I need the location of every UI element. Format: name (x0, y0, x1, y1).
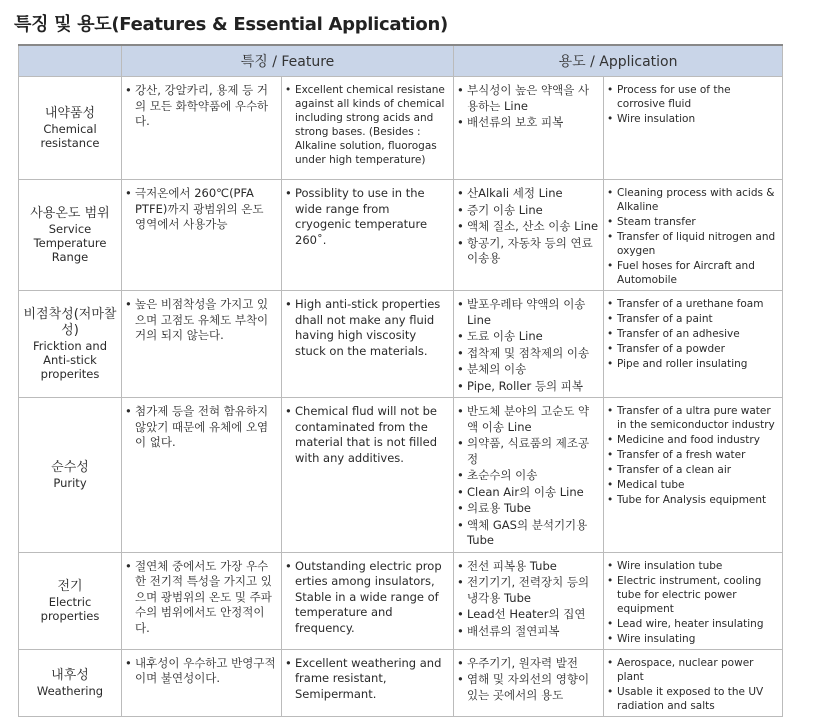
row-label (19, 77, 122, 180)
app-en-cell (604, 552, 783, 649)
table-row (19, 291, 783, 398)
label-ko: 비점착성(저마찰성) (23, 307, 117, 338)
app-ko-cell (454, 649, 604, 716)
list-item: • 부식성이 높은 약액을 사용하는 Line (467, 83, 599, 114)
app-ko-cell (454, 77, 604, 180)
list-item: • Medical tube (617, 478, 778, 492)
list-item: • 산Alkali 세정 Line (467, 186, 599, 202)
list-item: • 내후성이 우수하고 반영구적 이며 불연성이다. (135, 656, 277, 687)
app-ko-cell (454, 291, 604, 398)
list-item: • Transfer of a clean air (617, 463, 778, 477)
features-table (18, 44, 783, 717)
list-item: • 염해 및 자외선의 영향이 있는 곳에서의 용도 (467, 672, 599, 703)
list-item: • 우주기기, 원자력 발전 (467, 656, 599, 672)
header-blank (19, 45, 122, 77)
list-item: • High anti-stick properties dhall not make any fluid having high viscosity stuck on the materials. (295, 297, 449, 359)
list-item: • 극저온에서 260℃(PFA PTFE)까지 광범위의 온도 영역에서 사용가능 (135, 186, 277, 233)
list-item: • Chemical flud will not be contaminated from the material that is not filled with any additives. (295, 404, 449, 466)
list-item: • Tube for Analysis equipment (617, 493, 778, 507)
row-label (19, 649, 122, 716)
list-item: • 발포우레타 약액의 이송 Line (467, 297, 599, 328)
app-ko-cell (454, 552, 604, 649)
feature-en-cell (282, 291, 454, 398)
list-item: • Wire insulating (617, 632, 778, 646)
row-label (19, 552, 122, 649)
list-item: • 강산, 강알카리, 용제 등 거의 모든 화학약품에 우수하다. (135, 83, 277, 130)
table-row (19, 649, 783, 716)
feature-en-cell (282, 77, 454, 180)
list-item: • 액체 GAS의 분석기기용 Tube (467, 518, 599, 549)
list-item: • 첨가제 등을 전혀 함유하지 않았기 때문에 유체에 오염이 없다. (135, 404, 277, 451)
list-item: • Medicine and food industry (617, 433, 778, 447)
app-ko-cell (454, 180, 604, 291)
table-row (19, 552, 783, 649)
list-item: • Lead선 Heater의 집연 (467, 607, 599, 623)
app-en-cell (604, 398, 783, 553)
list-item: • 항공기, 자동차 등의 연료 이송용 (467, 236, 599, 267)
list-item: • Steam transfer (617, 215, 778, 229)
row-label (19, 291, 122, 398)
list-item: • Usable it exposed to the UV radiation and salts (617, 685, 778, 713)
list-item: • Transfer of a ultra pure water in the semiconductor industry (617, 404, 778, 432)
feature-en-cell (282, 398, 454, 553)
label-en: Fricktion and Anti-stick properites (32, 339, 107, 381)
feature-ko-cell (122, 552, 282, 649)
list-item: • 절연체 중에서도 가장 우수한 전기적 특성을 가지고 있으며 광범위의 온도 및 주파수의 범위에서도 안정적이다. (135, 559, 277, 637)
list-item: • 초순수의 이송 (467, 468, 599, 484)
feature-ko-cell (122, 398, 282, 553)
list-item: • Fuel hoses for Aircraft and Automobile (617, 259, 778, 287)
list-item: • Electric instrument, cooling tube for electric power equipment (617, 574, 778, 616)
list-item: • Transfer of a powder (617, 342, 778, 356)
list-item: • 분체의 이송 (467, 362, 599, 378)
list-item: • Transfer of an adhesive (617, 327, 778, 341)
label-ko: 내후성 (51, 667, 89, 683)
table-row (19, 180, 783, 291)
list-item: • Wire insulation tube (617, 559, 778, 573)
list-item: • Transfer of a fresh water (617, 448, 778, 462)
list-item: • Excellent chemical resistane against all kinds of chemical including strong acids and strong bases. (Besides : Alkaline solution, fluorogas under high temperature) (295, 83, 449, 167)
list-item: • 도료 이송 Line (467, 329, 599, 345)
list-item: • Wire insulation (617, 112, 778, 126)
app-ko-cell (454, 398, 604, 553)
list-item: • 반도체 분야의 고순도 약액 이송 Line (467, 404, 599, 435)
list-item: • Transfer of liquid nitrogen and oxygen (617, 230, 778, 258)
label-en: Service Temperature Range (33, 222, 107, 264)
list-item: • Pipe and roller insulating (617, 357, 778, 371)
label-en: Weathering (36, 683, 104, 698)
list-item: • Clean Air의 이송 Line (467, 485, 599, 501)
feature-en-cell (282, 649, 454, 716)
label-en: Purity (53, 475, 87, 490)
list-item: • Aerospace, nuclear power plant (617, 656, 778, 684)
list-item: • Cleaning process with acids & Alkaline (617, 186, 778, 214)
list-item: • 증기 이송 Line (467, 203, 599, 219)
list-item: • 전선 피복용 Tube (467, 559, 599, 575)
list-item: • Outstanding electric prop erties among insulators, Stable in a wide range of temperature and frequency. (295, 559, 449, 637)
label-ko: 순수성 (51, 459, 89, 475)
row-label (19, 398, 122, 553)
feature-ko-cell (122, 291, 282, 398)
row-label (19, 180, 122, 291)
list-item: • 액체 질소, 산소 이송 Line (467, 219, 599, 235)
list-item: • Pipe, Roller 등의 피복 (467, 379, 599, 395)
header-feature: 특징 / Feature (122, 45, 454, 77)
feature-ko-cell (122, 649, 282, 716)
app-en-cell (604, 77, 783, 180)
feature-en-cell (282, 180, 454, 291)
list-item: • 의약품, 식료품의 제조공정 (467, 436, 599, 467)
label-ko: 내약품성 (44, 106, 96, 121)
label-ko: 사용온도 범위 (30, 206, 110, 221)
list-item: • 의료용 Tube (467, 501, 599, 517)
list-item: • 접착제 및 점착제의 이송 (467, 346, 599, 362)
header-application: 용도 / Application (454, 45, 783, 77)
list-item: • 배선류의 절연피복 (467, 624, 599, 640)
app-en-cell (604, 291, 783, 398)
app-en-cell (604, 180, 783, 291)
list-item: • Possiblity to use in the wide range from cryogenic temperature 260˚. (295, 186, 449, 248)
list-item: • Lead wire, heater insulating (617, 617, 778, 631)
page-title: 특징 및 용도(Features & Essential Application) (14, 14, 448, 35)
label-ko: 전기 (57, 578, 83, 594)
list-item: • Excellent weathering and frame resistant, Semipermant. (295, 656, 449, 703)
table-header-row (19, 45, 783, 77)
label-en: Electric properties (40, 594, 100, 623)
app-en-cell (604, 649, 783, 716)
feature-ko-cell (122, 180, 282, 291)
table-row (19, 398, 783, 553)
feature-ko-cell (122, 77, 282, 180)
list-item: • Transfer of a urethane foam (617, 297, 778, 311)
list-item: • Transfer of a paint (617, 312, 778, 326)
list-item: • Process for use of the corrosive fluid (617, 83, 778, 111)
feature-en-cell (282, 552, 454, 649)
list-item: • 높은 비점착성을 가지고 있으며 고점도 유체도 부착이 거의 되지 않는다. (135, 297, 277, 344)
label-en: Chemical resistance (40, 122, 100, 150)
table-row (19, 77, 783, 180)
list-item: • 배선류의 보호 피복 (467, 115, 599, 131)
list-item: • 전기기기, 전력장치 등의 냉각용 Tube (467, 575, 599, 606)
